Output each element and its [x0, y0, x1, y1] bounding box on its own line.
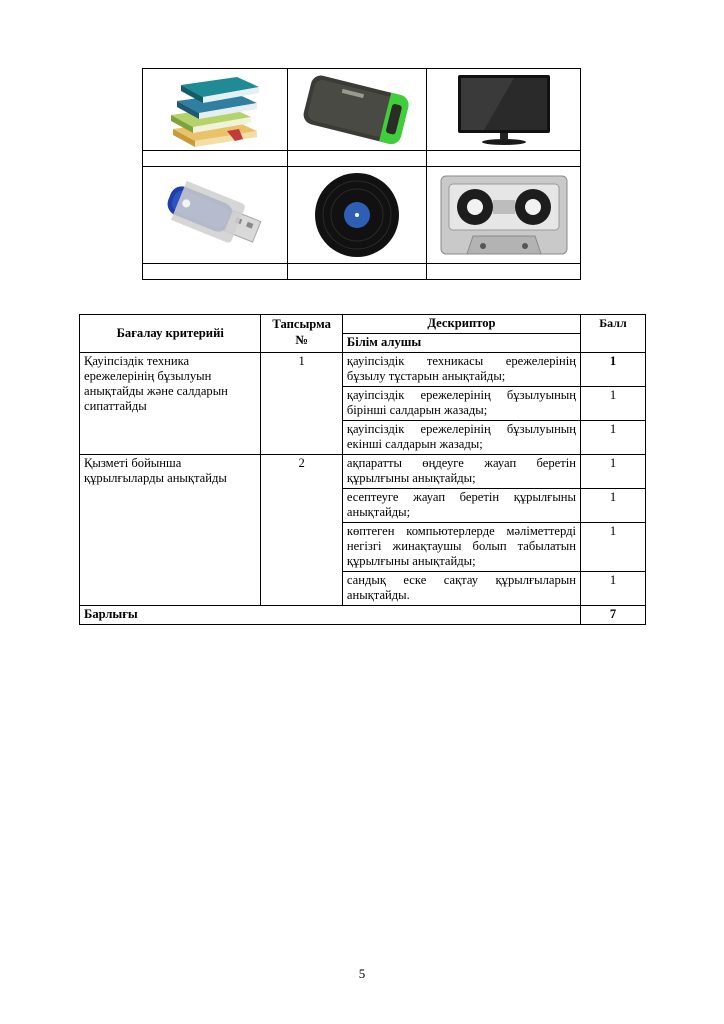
student-subheader: Білім алушы: [342, 334, 580, 353]
caption-cell: [427, 151, 581, 167]
usb-flash-drive-icon: [156, 170, 274, 260]
descriptor-cell: қауіпсіздік техникасы ережелерінің бұзылу тұстарын анықтайды;: [342, 353, 580, 387]
score-cell: 1: [581, 572, 646, 606]
monitor-cell: [427, 69, 581, 151]
criteria-cell: Қауіпсіздік техника ережелерінің бұзылуын анықтайды және салдарын сипаттайды: [80, 353, 261, 455]
page-number: 5: [358, 966, 366, 981]
descriptor-cell: қауіпсіздік ережелерінің бұзылуының екінші салдарын жазады;: [342, 421, 580, 455]
caption-cell: [288, 151, 427, 167]
total-label: Барлығы: [80, 606, 581, 625]
cassette-tape-cell: [427, 167, 581, 264]
score-cell: 1: [581, 421, 646, 455]
descriptor-cell: көптеген компьютерлерде мәліметтерді негізгі жинақтаушы болып табылатын құрылғыны анықтайды;: [342, 523, 580, 572]
vinyl-record-cell: [288, 167, 427, 264]
assessment-table: [79, 314, 646, 625]
task-number-cell: 2: [261, 455, 342, 606]
criteria-header: Бағалау критерийі: [80, 315, 261, 353]
criteria-cell: Қызметі бойынша құрылғыларды анықтайды: [80, 455, 261, 606]
usb-flash-drive-cell: [143, 167, 288, 264]
descriptor-cell: ақпаратты өңдеуге жауап беретін құрылғыны анықтайды;: [342, 455, 580, 489]
descriptor-header: Дескриптор: [342, 315, 580, 334]
descriptor-cell: есептеуге жауап беретін құрылғыны анықтайды;: [342, 489, 580, 523]
score-cell: 1: [581, 353, 646, 387]
monitor-icon: [454, 71, 554, 149]
table-row: [80, 455, 646, 489]
header-row: [80, 315, 646, 334]
total-row: [80, 606, 646, 625]
score-cell: 1: [581, 387, 646, 421]
descriptor-cell: сандық еске сақтау құрылғыларын анықтайды.: [342, 572, 580, 606]
external-hdd-cell: [288, 69, 427, 151]
caption-cell: [288, 264, 427, 280]
caption-cell: [143, 264, 288, 280]
cassette-tape-icon: [439, 174, 569, 256]
device-image-grid: [142, 68, 581, 280]
task-number-cell: 1: [261, 353, 342, 455]
score-header: Балл: [581, 315, 646, 353]
score-cell: 1: [581, 523, 646, 572]
external-hdd-icon: [298, 71, 416, 149]
score-cell: 1: [581, 455, 646, 489]
books-cell: [143, 69, 288, 151]
score-cell: 1: [581, 489, 646, 523]
table-row: [80, 353, 646, 387]
task-header: Тапсырма №: [261, 315, 342, 353]
caption-cell: [427, 264, 581, 280]
caption-cell: [143, 151, 288, 167]
vinyl-record-icon: [312, 170, 402, 260]
descriptor-cell: қауіпсіздік ережелерінің бұзылуының бірінші салдарын жазады;: [342, 387, 580, 421]
books-icon: [165, 71, 265, 149]
total-score: 7: [581, 606, 646, 625]
